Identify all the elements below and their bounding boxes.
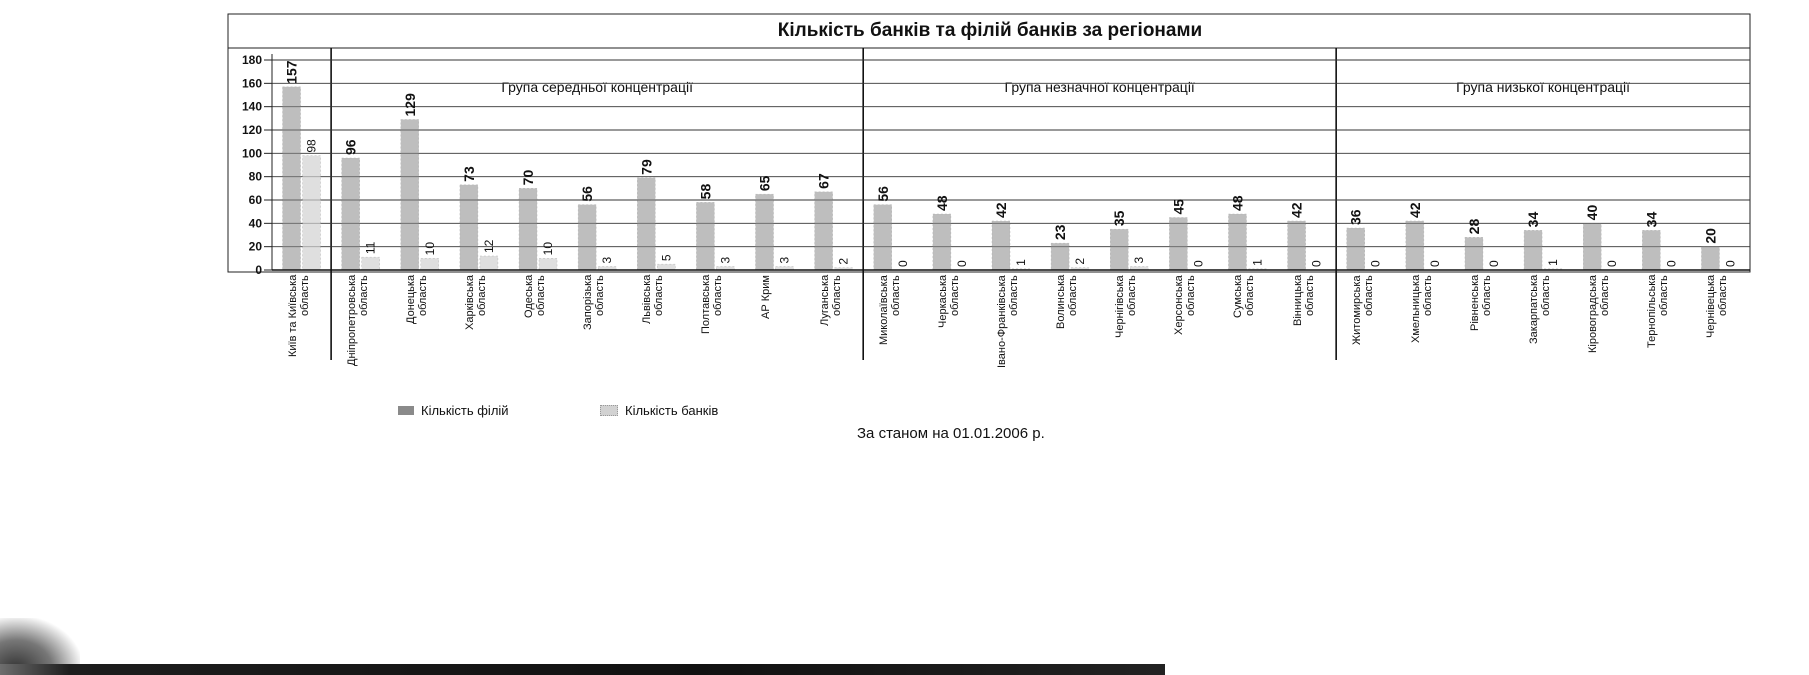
x-category-label: Херсонська область — [1173, 275, 1198, 335]
x-category-label: Київ та Київська область — [286, 275, 311, 358]
bar-branches — [1583, 223, 1601, 270]
data-label-banks: 0 — [954, 260, 969, 267]
data-label-branches: 34 — [1525, 211, 1542, 228]
data-label-branches: 157 — [283, 60, 300, 84]
data-label-banks: 3 — [718, 256, 733, 264]
bar-banks — [421, 258, 439, 270]
chart-frame — [228, 14, 1750, 360]
bar-branches — [401, 120, 419, 271]
bar-branches — [1701, 247, 1719, 270]
bar-branches — [1465, 237, 1483, 270]
data-label-banks: 0 — [1723, 260, 1738, 267]
bar-branches — [696, 202, 714, 270]
data-label-branches: 28 — [1465, 218, 1482, 235]
bar-banks — [657, 264, 675, 270]
bar-branches — [1406, 221, 1424, 270]
legend-label-banks: Кількість банків — [625, 403, 719, 418]
bar-branches — [1051, 243, 1069, 270]
group-label: Група низької концентрації — [1456, 79, 1631, 95]
data-label-branches: 79 — [638, 159, 655, 175]
data-label-banks: 3 — [1132, 256, 1147, 264]
y-tick-label: 100 — [241, 146, 262, 161]
bar-banks — [539, 258, 557, 270]
bar-banks — [303, 156, 321, 270]
x-category-label: Рівненська область — [1468, 275, 1493, 332]
bar-banks — [362, 257, 380, 270]
bar-branches — [756, 194, 774, 270]
data-label-branches: 40 — [1584, 204, 1601, 221]
bar-banks — [480, 256, 498, 270]
x-category-label: Волинська область — [1055, 275, 1080, 330]
data-label-banks: 1 — [1546, 259, 1561, 266]
chart-title: Кількість банків та філій банків за регіонами — [777, 20, 1203, 41]
x-category-label: Кіровоградська область — [1587, 275, 1612, 353]
data-label-branches: 70 — [520, 169, 537, 186]
bar-branches — [874, 205, 892, 270]
bar-branches — [342, 158, 360, 270]
bar-branches — [1110, 229, 1128, 270]
date-note: За станом на 01.01.2006 р. — [857, 425, 1045, 442]
x-category-label: Полтавська область — [700, 275, 725, 335]
bar-branches — [1169, 218, 1187, 271]
data-label-banks: 0 — [1486, 260, 1501, 267]
x-category-label: Запорізька область — [582, 275, 607, 331]
bar-branches — [1288, 221, 1306, 270]
bar-branches — [933, 214, 951, 270]
y-tick-label: 160 — [241, 76, 262, 91]
y-tick-label: 40 — [248, 216, 262, 231]
data-label-banks: 1 — [1014, 259, 1028, 266]
x-category-label: Хмельницька область — [1409, 275, 1434, 344]
data-label-banks: 2 — [836, 257, 851, 265]
y-tick-label: 140 — [241, 99, 262, 114]
x-category-label: Харківська область — [463, 275, 488, 330]
bar-branches — [1347, 228, 1365, 270]
data-label-banks: 2 — [1073, 257, 1088, 265]
data-label-branches: 20 — [1702, 228, 1719, 244]
x-category-label: Одеська область — [523, 275, 548, 319]
data-label-branches: 35 — [1111, 210, 1128, 227]
x-category-label: Черкаська область — [936, 275, 961, 329]
data-label-branches: 96 — [342, 139, 359, 155]
data-label-branches: 129 — [401, 93, 418, 117]
data-label-banks: 10 — [541, 241, 556, 256]
x-category-label: Житомирська область — [1350, 275, 1375, 345]
x-category-label: Івано-Франківська область — [996, 275, 1020, 368]
data-label-banks: 0 — [1368, 260, 1383, 267]
bar-branches — [1228, 214, 1246, 270]
x-category-label: Вінницька область — [1291, 275, 1316, 327]
legend-label-branches: Кількість філій — [421, 403, 509, 418]
data-label-banks: 1 — [1250, 259, 1265, 266]
data-label-banks: 0 — [1191, 260, 1206, 267]
data-label-banks: 12 — [481, 239, 496, 253]
data-label-banks: 3 — [600, 256, 615, 264]
y-tick-label: 60 — [248, 193, 262, 207]
data-label-branches: 58 — [697, 183, 714, 200]
data-label-branches: 45 — [1170, 198, 1187, 215]
bar-branches — [815, 192, 833, 270]
y-tick-label: 180 — [241, 53, 262, 67]
data-label-branches: 42 — [1288, 202, 1305, 218]
data-label-branches: 36 — [1347, 209, 1364, 225]
x-category-label: Дніпропетровська область — [345, 275, 370, 367]
bars-layer — [283, 87, 1720, 270]
x-category-label: Чернігівська область — [1114, 275, 1139, 338]
group-label: Група незначної концентрації — [1004, 79, 1195, 95]
legend-item-branches — [398, 403, 509, 418]
legend-swatch-banks — [600, 405, 618, 416]
x-category-label: Сумська область — [1232, 275, 1257, 319]
bar-branches — [1642, 230, 1660, 270]
data-label-banks: 3 — [777, 256, 792, 264]
bar-branches — [1524, 230, 1542, 270]
data-label-branches: 65 — [756, 175, 773, 192]
data-label-banks: 10 — [422, 241, 437, 256]
data-label-banks: 0 — [1427, 260, 1442, 267]
y-tick-label: 80 — [248, 169, 262, 184]
bar-branches — [519, 188, 537, 270]
data-label-branches: 42 — [993, 202, 1009, 218]
x-category-label: Донецька область — [404, 275, 429, 325]
x-category-label: Чернівецька область — [1705, 275, 1730, 339]
y-tick-label: 20 — [248, 239, 262, 254]
x-category-label: Тернопільська область — [1646, 275, 1671, 349]
legend-swatch-branches — [398, 406, 414, 415]
plot-frame — [228, 14, 1750, 272]
x-category-label: Луганська область — [818, 275, 843, 327]
data-label-branches: 48 — [933, 195, 950, 211]
data-label-banks: 11 — [363, 241, 378, 255]
data-label-banks: 5 — [659, 254, 674, 262]
data-label-branches: 73 — [460, 166, 477, 182]
data-label-banks: 0 — [1664, 260, 1679, 267]
x-category-label: Львівська область — [641, 275, 666, 325]
data-label-branches: 56 — [874, 186, 891, 202]
bar-branches — [578, 205, 596, 270]
data-label-branches: 34 — [1643, 211, 1660, 228]
bar-branches — [637, 178, 655, 270]
x-category-label: АР Крим — [759, 275, 772, 319]
data-label-banks: 0 — [1605, 260, 1620, 267]
data-label-branches: 56 — [579, 186, 596, 202]
scan-edge-bar — [0, 664, 1165, 675]
data-label-banks: 0 — [1309, 260, 1324, 267]
data-label-banks: 0 — [895, 260, 910, 267]
data-label-branches: 23 — [1052, 224, 1069, 241]
group-label: Група середньої концентрації — [501, 79, 694, 95]
y-tick-label: 120 — [241, 123, 262, 137]
x-category-label: Закарпатська область — [1528, 275, 1553, 345]
data-label-branches: 48 — [1229, 195, 1246, 211]
data-label-banks: 98 — [304, 139, 319, 153]
bar-branches — [460, 185, 478, 270]
data-label-branches: 67 — [815, 173, 832, 189]
y-tick-label: 0 — [255, 263, 262, 277]
bar-branches — [283, 87, 301, 270]
bar-branches — [992, 221, 1010, 270]
data-label-branches: 42 — [1406, 202, 1423, 218]
legend-item-banks — [600, 403, 718, 418]
x-category-label: Миколаївська область — [877, 275, 902, 345]
